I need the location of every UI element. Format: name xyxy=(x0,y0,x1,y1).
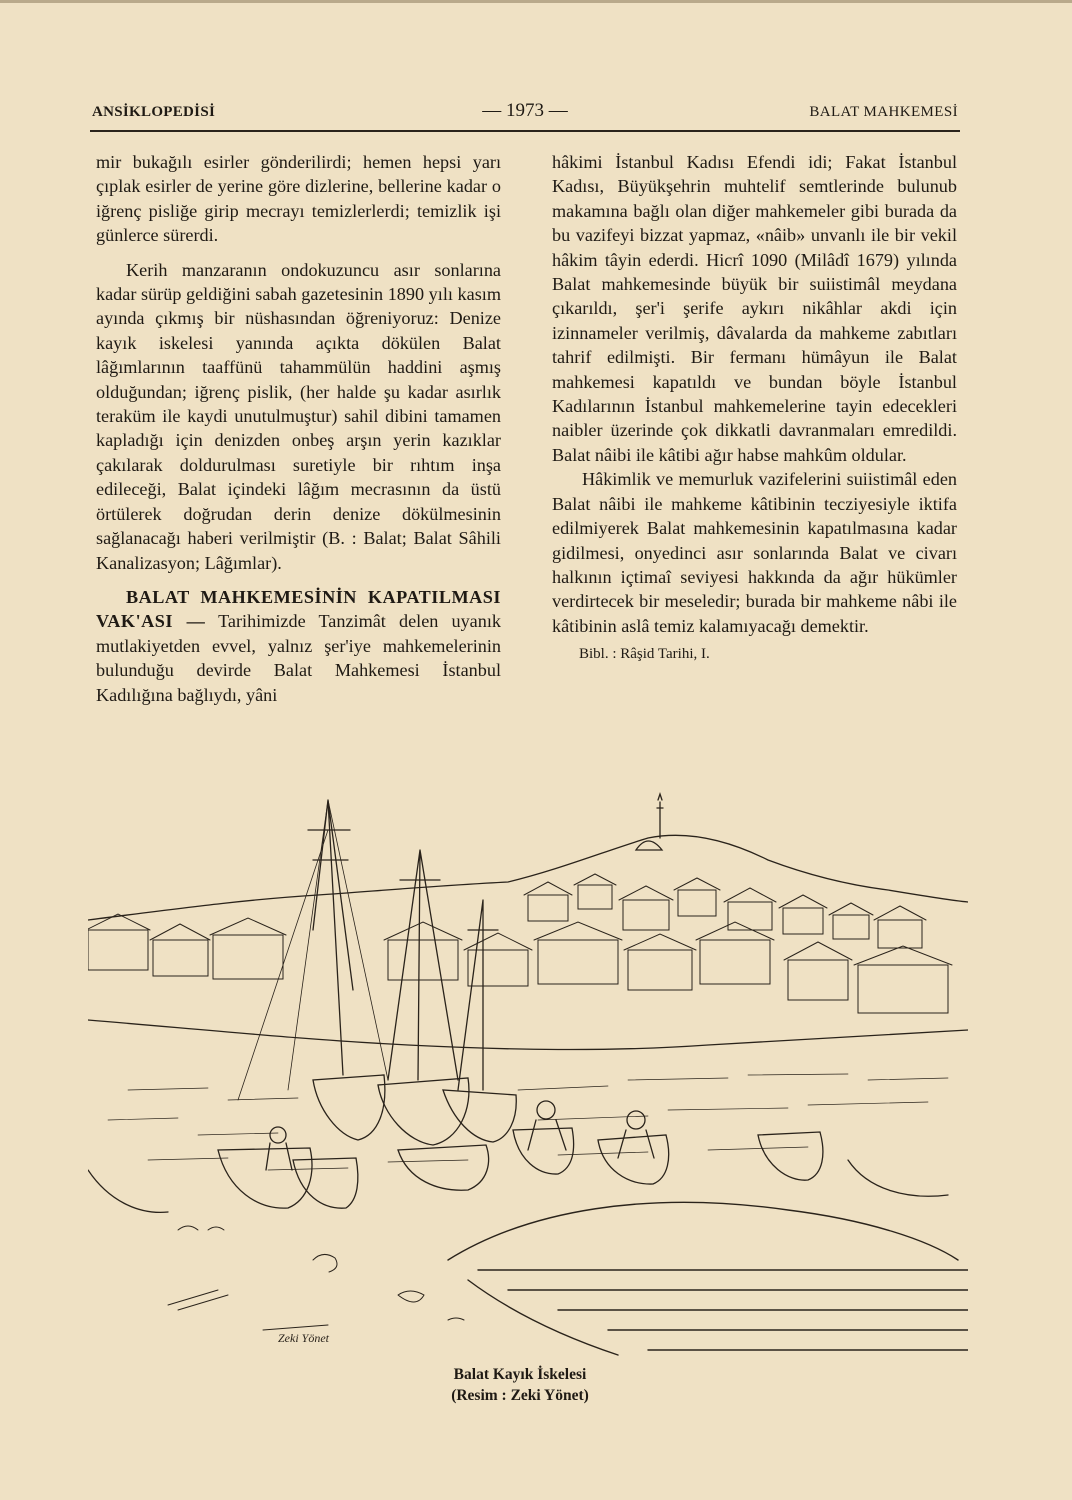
left-paragraph-3: Tarihimizde Tanzimât delen uyanık mutlakiyetden evvel, yalnız şer'iye mahkemelerinin bulunduğu devirde Balat Mahkemesi İstanbul Kadılığına bağlıydı, yâni xyxy=(96,611,501,705)
right-paragraph-1: hâkimi İstanbul Kadısı Efendi idi; Fakat İstanbul Kadısı, Büyükşehrin muhtelif semtlerinde bulunub makamına bağlı olan diğer mahkemeler gibi burada da bu vazifeyi bizzat yapmaz, «nâib» unvanlı ile bir vekil hâkim tâyin ederdi. Hicrî 1090 (Milâdî 1679) yılında Balat mahkemesinde büyük bir suiistimâl meydana çıkarıldı, şer'i şerife aykırı nikâhlar akdi için izinnameler verilmiş, dâvalarda da mahkeme zabıtları tahrif edilmişti. Bir fermanı hümâyun ile Balat mahkemesi kapatıldı ve bundan böyle İstanbul Kadılarının İstanbul mahkemelerine tayin edecekleri naibler üzerinde çok dikkatli davranmaları emredildi. Balat nâibi ile kâtibi ağır habse mahkûm oldular. xyxy=(552,152,957,465)
caption-title: Balat Kayık İskelesi xyxy=(453,1366,587,1383)
left-paragraph-2: Kerih manzaranın ondokuzuncu asır sonlarına kadar sürüp geldiğini sabah gazetesinin 1890 yılı kasım ayında çıkmış bir nüshasından öğreniyoruz: Denize kayık iskelesi yanında açıkta dökülen Balat lâğımlarının taaffünü tahammülün haddini aşmış olduğundan; iğrenç pislik, (her halde şu kadar asırlık teraküm ile kaydi unutulmuştur) sahil dibini tamamen kapladığı için denizden onbeş arşın yerin kazıklar çakılarak doldurulması suretiyle bir rıhtım inşa edileceği, Balat içindeki lâğım mecrasının da üstü örtülerek doğrudan derin denize dökülmesinin sağlanacağı haberi verilmiştir (B. : Balat; Balat Sâhili Kanalizasyon; Lâğımlar). xyxy=(96,259,501,573)
right-paragraph-2: Hâkimlik ve memurluk vazifelerini suiistimâl eden Balat nâibi ile mahkeme kâtibinin tecziyesiyle iktifa edilmiyerek Balat mahkemesinin kapatılmasına kadar gidilmesi, onyedinci asır sonlarında Balat ve civarı halkının içtimaî seviyesi hakkında da ağır hükümler verdirtecek bir meseledir; burada bir mahkeme nâbi ile kâtibinin aslâ temiz kalamıyacağı demektir. xyxy=(552,469,957,636)
artist-signature: Zeki Yönet xyxy=(278,1331,329,1345)
pier xyxy=(448,1202,968,1355)
header-entry: BALAT MAHKEMESİ xyxy=(809,104,958,120)
entry-paragraph xyxy=(96,585,501,707)
header-rule xyxy=(90,130,960,132)
foreground-debris xyxy=(168,1226,464,1330)
dome xyxy=(636,841,662,850)
caption-credit: (Resim : Zeki Yönet) xyxy=(451,1387,589,1404)
rowboats xyxy=(88,1101,948,1212)
water-strokes xyxy=(108,1074,948,1170)
left-paragraph-1: mir bukağılı esirler gönderilirdi; hemen hepsi yarı çıplak esirler de yerine göre dizlerine, bellerine kadar o iğrenç pisliğe girip mecrayı temizlerlerdi; temizlik işi günlerce sürerdi. xyxy=(96,152,501,246)
top-edge xyxy=(0,0,1072,3)
shoreline xyxy=(88,1020,968,1050)
page-header xyxy=(92,100,958,130)
header-publication: ANSİKLOPEDİSİ xyxy=(92,104,216,120)
mast-3 xyxy=(458,900,498,1090)
minaret xyxy=(657,794,663,838)
ship-hull-1 xyxy=(313,1075,385,1140)
ship-hull-3 xyxy=(443,1090,516,1142)
mast-1 xyxy=(308,800,353,1075)
entry-title: BALAT MAHKEMESİNİN KAPATILMASI VAK'ASI — xyxy=(96,586,501,632)
illustration-caption xyxy=(360,1364,680,1406)
rigging xyxy=(238,800,388,1100)
left-column xyxy=(96,150,501,707)
bibliography: Bibl. : Râşid Tarihi, I. xyxy=(579,646,710,663)
houses xyxy=(88,874,952,1013)
page-number: — 1973 — xyxy=(482,100,568,121)
right-column xyxy=(552,150,957,667)
ship-hull-2 xyxy=(378,1078,469,1145)
harbor-illustration xyxy=(88,790,968,1365)
